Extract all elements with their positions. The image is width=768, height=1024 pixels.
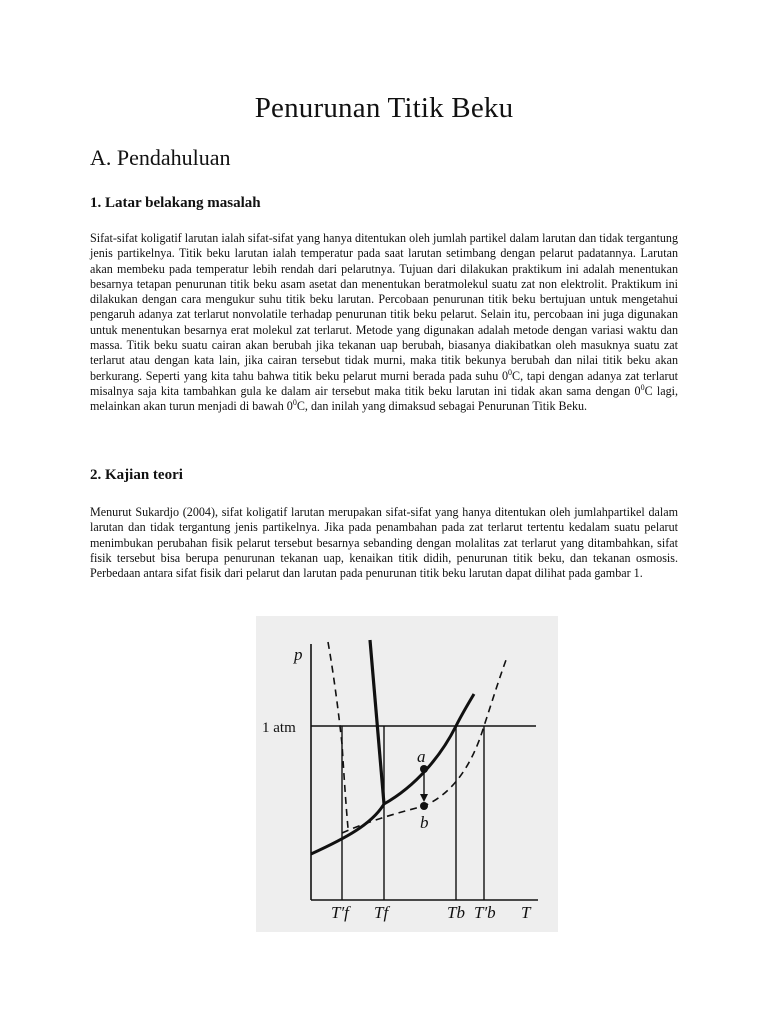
point-b-marker [420, 802, 428, 810]
tick-tf-prime-label: T′f [331, 903, 349, 922]
tick-tb-prime-label: T′b [474, 903, 496, 922]
section-heading: A. Pendahuluan [90, 145, 231, 170]
point-a-marker [420, 765, 428, 773]
tick-tb-label: Tb [447, 903, 465, 922]
phase-diagram-svg [256, 616, 558, 932]
arrow-head-icon [420, 794, 428, 802]
pure-vapor-pressure-curve [311, 694, 474, 854]
x-axis-label: T [521, 903, 531, 922]
point-b-label: b [420, 813, 429, 832]
subsection-heading-background: 1. Latar belakang masalah [90, 195, 261, 211]
paragraph-background: Sifat-sifat koligatif larutan ialah sifat-sifat yang hanya ditentukan oleh jumlah partikel dalam larutan dan tidak tergantung jenis partikelnya. Titik beku larutan ialah temperatur pada saat larutan setimbang dengan pelarut padatannya. Larutan akan membeku pada temperatur lebih rendah dari pelarutnya. Tujuan dari dilakukan praktikum ini adalah menentukan besarnya tetapan penurunan titik beku asam asetat dan menentukan beratmolekul suatu zat non elektrolit. Praktikum ini dilakukan dengan cara mengukur suhu titik beku larutan. Percobaan penurunan titik beku bertujuan untuk mengetahui pengaruh adanya zat terlarut nonvolatile terhadap penurunan titik beku pelarut. Selain itu, percobaan ini juga digunakan untuk menentukan besarnya erat molekul zat terlarut. Metode yang digunakan adalah metode dengan variasi waktu dan massa. Titik beku suatu cairan akan berubah jika tekanan uap berubah, biasanya diakibatkan oleh masuknya suatu zat terlarut atau dengan kata lain, jika cairan tersebut tidak murni, maka titik bekunya berubah dan nilai titik beku akan berkurang. Seperti yang kita tahu bahwa titik beku pelarut murni berada pada suhu $0^0C$, tapi dengan adanya zat terlarut misalnya saja kita tambahkan gula ke dalam air tersebut maka titik beku larutan ini tidak akan sama dengan $0^0C$ lagi, melainkan akan turun menjadi di bawah $0^0C$, dan inilah yang dimaksud sebagai Penurunan Titik Beku. [90, 231, 678, 414]
solution-solid-liquid-curve [328, 642, 348, 828]
document-title: Penurunan Titik Beku [254, 92, 514, 124]
y-axis-label: p [294, 645, 303, 664]
pressure-line-label: 1 atm [262, 720, 296, 736]
phase-diagram-figure [256, 616, 558, 932]
tick-tf-label: Tf [374, 903, 389, 922]
paragraph-theory: Menurut Sukardjo (2004), sifat koligatif larutan merupakan sifat-sifat yang hanya ditentukan oleh jumlahpartikel dalam larutan dan tidak tergantung jenis partikelnya. Jika pada penambahan pada zat terlarut tertentu kedalam suatu pelarut menimbukan perubahan fisik pelarut tersebut besarnya sebanding dengan molalitas zat terlarut yang ditambahkan, sifat fisik tersebut bisa berupa penurunan tekanan uap, kenaikan titik didih, penurunan titik beku, dan tekanan osmosis. Perbedaan antara sifat fisik dari pelarut dan larutan pada penurunan titik beku larutan dapat dilihat pada gambar 1. [90, 505, 678, 581]
pure-solid-liquid-curve [370, 640, 384, 804]
point-a-label: a [417, 747, 426, 766]
subsection-heading-theory: 2. Kajian teori [90, 467, 183, 483]
